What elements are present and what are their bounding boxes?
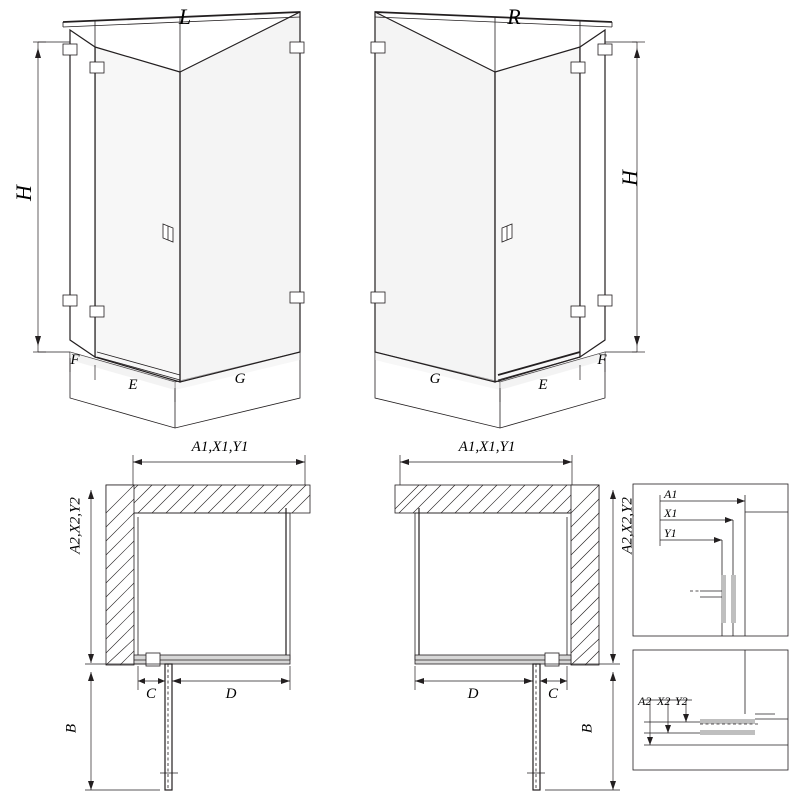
iso-left-label-g: G [234, 371, 246, 387]
detail-bottom-glass-a [700, 719, 755, 724]
hinge-bottom-mid-left [90, 306, 104, 317]
plan-right-wall-side [571, 485, 599, 665]
plan-left-c-arrow-b [158, 678, 165, 684]
height-label-right: H [617, 170, 642, 186]
plan-left-top-dim-label: A1,X1,Y1 [191, 439, 249, 455]
detail-bottom-label-x2: X2 [657, 694, 671, 708]
height-arrow-top-left [35, 48, 41, 58]
plan-left-door-leaf [165, 664, 172, 790]
detail-top-glass-a [721, 575, 726, 623]
plan-right-label-c: C [547, 686, 558, 702]
detail-top-frame [633, 484, 788, 636]
top-rail-edge-right [375, 17, 612, 27]
height-arrow-bottom-left [35, 336, 41, 346]
plan-left-top-arrow-a [133, 459, 142, 465]
detail-bottom-glass-b [700, 730, 755, 735]
wall-bracket-top-right [371, 42, 385, 53]
plan-right-label-b: B [579, 723, 596, 734]
iso-right-label-g: G [429, 371, 441, 387]
variant-label-right: R [507, 4, 521, 29]
hinge-bottom-mid-right [571, 306, 585, 317]
plan-right-c-arrow-a [540, 678, 547, 684]
plan-left-top-arrow-b [296, 459, 305, 465]
hinge-top-left [63, 44, 77, 55]
plan-left-side-arrow-a [88, 490, 94, 499]
plan-right-b-arrow-b [610, 781, 616, 790]
plan-right-top-arrow-b [563, 459, 572, 465]
wall-bracket-top-left [290, 42, 304, 53]
hinge-bottom-right [598, 295, 612, 306]
detail-bottom-frame [633, 650, 788, 770]
iso-right-label-f: F [597, 352, 607, 368]
detail-top-label-y1: Y1 [664, 526, 677, 540]
iso-left-label-f: F [70, 352, 80, 368]
iso-left-label-e: E [128, 377, 138, 393]
plan-left-b-arrow-b [88, 781, 94, 790]
plan-right-side-arrow-b [610, 654, 616, 663]
plan-right-side-dim-label: A2,X2,Y2 [619, 497, 636, 554]
hinge-top-right [598, 44, 612, 55]
hinge-top-mid-right [571, 62, 585, 73]
plan-left-wall-side [106, 485, 134, 665]
side-glass-panel-left [180, 12, 300, 382]
plan-left-c-arrow-a [138, 678, 145, 684]
height-arrow-bottom-right [634, 336, 640, 346]
height-arrow-top-right [634, 48, 640, 58]
plan-right-d-arrow-b [524, 678, 533, 684]
plan-view-right [395, 455, 620, 790]
plan-view-left [85, 455, 310, 790]
iso-right-label-e: E [538, 377, 548, 393]
detail-top-label-a1: A1 [664, 487, 678, 501]
detail-top-glass-b [731, 575, 736, 623]
detail-bottom-label-a2: A2 [638, 694, 652, 708]
detail-bottom-label-y2: Y2 [675, 694, 688, 708]
wall-bracket-bottom-right [371, 292, 385, 303]
variant-label-left: L [178, 4, 192, 29]
plan-left-d-arrow-b [281, 678, 290, 684]
plan-right-side-arrow-a [610, 490, 616, 499]
hinge-bottom-left [63, 295, 77, 306]
plan-right-top-dim-label: A1,X1,Y1 [458, 439, 516, 455]
front-glass-panel-right [495, 47, 580, 382]
hinge-top-mid-left [90, 62, 104, 73]
plan-right-top-arrow-a [400, 459, 409, 465]
detail-view-bottom [633, 650, 788, 770]
plan-right-c-arrow-b [560, 678, 567, 684]
plan-right-label-d: D [467, 686, 479, 702]
top-rail-right [375, 12, 612, 22]
plan-left-label-d: D [225, 686, 237, 702]
plan-left-label-c: C [145, 686, 156, 702]
plan-left-side-arrow-b [88, 654, 94, 663]
plan-right-d-arrow-a [415, 678, 424, 684]
plan-left-d-arrow-a [172, 678, 181, 684]
detail-view-top [633, 484, 788, 636]
front-glass-panel-left [95, 47, 180, 382]
height-label-left: H [11, 185, 36, 201]
side-glass-panel-right [375, 12, 495, 382]
plan-left-label-b: B [63, 723, 80, 734]
plan-right-door-leaf [533, 664, 540, 790]
wall-bracket-bottom-left [290, 292, 304, 303]
plan-left-side-dim-label: A2,X2,Y2 [67, 497, 84, 554]
detail-top-label-x1: X1 [664, 506, 678, 520]
plan-left-b-arrow-a [88, 672, 94, 681]
plan-right-b-arrow-a [610, 672, 616, 681]
